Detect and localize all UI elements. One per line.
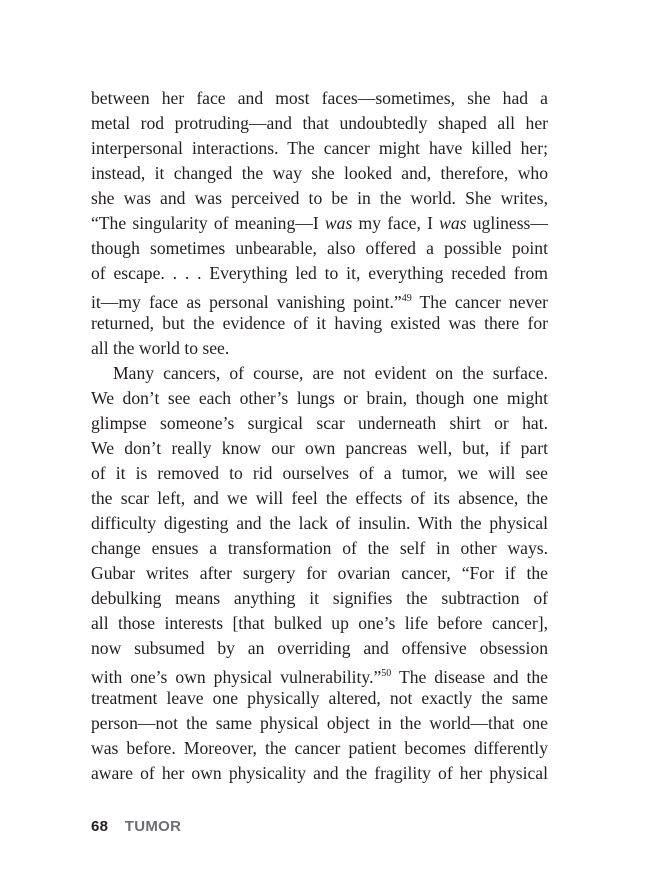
text-line: person—not the same physical object in the world—that one (91, 713, 548, 733)
text-run: my face, I (352, 213, 440, 233)
text-run: The disease and the (391, 666, 548, 687)
text-run: with one’s own physical vulnerability.” (91, 666, 382, 687)
text-line (91, 211, 548, 236)
page-footer (91, 818, 181, 835)
text-line: now subsumed by an overriding and offensive obsession (91, 638, 548, 658)
text-line: debulking means anything it signifies the subtraction of (91, 588, 548, 608)
text-line: interpersonal interactions. The cancer might have killed her; (91, 138, 548, 158)
text-line: of escape. . . . Everything led to it, everything receded from (91, 263, 548, 283)
text-line: the scar left, and we will feel the effects of its absence, the (91, 488, 548, 508)
footnote-ref: 49 (401, 293, 412, 304)
text-line: she was and was perceived to be in the world. She writes, (91, 188, 548, 208)
text-line: metal rod protruding—and that undoubtedly shaped all her (91, 113, 548, 133)
text-run: ugliness— (466, 213, 548, 233)
text-line: was before. Moreover, the cancer patient becomes differently (91, 738, 548, 758)
text-line: aware of her own physicality and the fragility of her physical (91, 763, 548, 783)
text-line: change ensues a transformation of the self in other ways. (91, 538, 548, 558)
body-text (91, 86, 548, 786)
text-line: though sometimes unbearable, also offered a possible point (91, 238, 548, 258)
text-run: it—my face as personal vanishing point.” (91, 291, 402, 312)
page-number: 68 (91, 818, 109, 835)
text-line: We don’t see each other’s lungs or brain, though one might (91, 388, 548, 408)
text-line: returned, but the evidence of it having existed was there for (91, 313, 548, 333)
text-line: difficulty digesting and the lack of insulin. With the physical (91, 513, 548, 533)
text-line: between her face and most faces—sometimes, she had a (91, 88, 548, 108)
text-line: We don’t really know our own pancreas well, but, if part (91, 438, 548, 458)
italic-word: was (324, 213, 353, 233)
text-run: The cancer never (411, 291, 548, 312)
text-line: all the world to see. (91, 338, 230, 358)
text-line: of it is removed to rid ourselves of a tumor, we will see (91, 463, 548, 483)
text-line: Many cancers, of course, are not evident on the surface. (113, 363, 548, 383)
text-line: instead, it changed the way she looked and, therefore, who (91, 163, 548, 183)
text-line: Gubar writes after surgery for ovarian cancer, “For if the (91, 563, 548, 583)
text-line: glimpse someone’s surgical scar underneath shirt or hat. (91, 413, 548, 433)
text-line (91, 286, 548, 311)
text-line: all those interests [that bulked up one’s life before cancer], (91, 613, 548, 633)
running-head: TUMOR (124, 818, 182, 835)
text-line (91, 661, 548, 686)
footnote-ref: 50 (381, 668, 392, 679)
text-run: “The singularity of meaning—I (91, 213, 325, 233)
text-line: treatment leave one physically altered, not exactly the same (91, 688, 548, 708)
italic-word: was (439, 213, 467, 233)
